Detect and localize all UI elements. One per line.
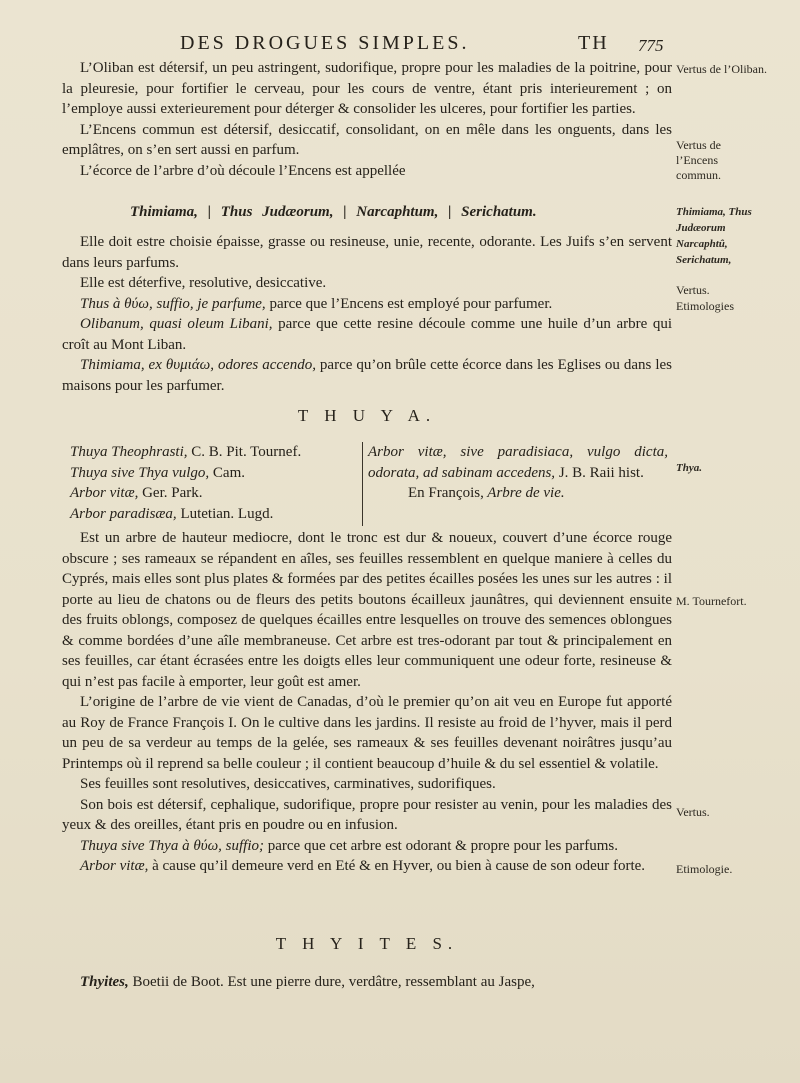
paragraph: L’Oliban est détersif, un peu astringent, sudorifique, propre pour les maladies de la poitrine, pour la pleuresie, pour fortifier le cerveau, pour les cours de ventre, étant pris interieurement ; on l’employe aussi exterieurement pour déterger & consolider les ulceres, pour fortifier les parties. [62,60,672,117]
paragraph: Elle doit estre choisie épaisse, grasse ou resineuse, unie, recente, odorante. Les Juifs s’en servent dans leurs parfums. [62,234,672,271]
etymology-term: Thus à θύω, suffio, je parfume, [80,295,266,312]
margin-names: Thimiama, Thus Judæorum Narcaphtû, Serichatum, [676,206,752,266]
paragraph [62,836,672,857]
synonym-source: C. B. Pit. Tournef. [187,444,302,460]
paragraph-text: parce que cet arbre est odorant & propre pour les parfums. [264,837,619,854]
section-heading-thyites: T H Y I T E S. [275,934,459,953]
margin-note-vertus-encens: Vertus de l’Encens commun. [676,138,721,182]
synonym-name: Arbor paradisæa, [70,505,177,522]
etymology-term: Thimiama, ex θυμιάω, odores accendo, [80,357,316,373]
synonym-source: En François, [408,485,484,501]
synonym-name: Arbor vitæ, sive paradisiaca, vulgo dicta, odorata, ad sabinam accedens, [368,444,668,481]
section-heading-thuya: T H U Y A. [297,406,437,425]
etymology-term: Arbor vitæ, [80,858,149,874]
paragraph [62,972,672,993]
oliban-block [62,58,672,181]
paragraph-text: à cause qu’il demeure verd en Eté & en Hyver, ou bien à cause de son odeur forte. [148,858,646,874]
synonym-row [70,463,360,484]
paragraph: Son bois est détersif, cephalique, sudorifique, propre pour resister au venin, pour les maladies des yeux & des oreilles, étant pris en poudre ou en infusion. [62,796,672,833]
synonym-source: Ger. Park. [138,485,203,501]
margin-note-vertus-oliban: Vertus de l’Oliban. [676,62,767,76]
paragraph: L’origine de l’arbre de vie vient de Canadas, d’où le premier qu’on ait veu en Europe fut apporté au Roy de France François I. On le cultive dans les jardins. Il resiste au froid de l’hyver, mais il perd un peu de sa verdeur au temps de la gelée, ses rameaux & ses feuilles devenant noirâtres jusqu’au Printemps où il reprend sa belle couleur ; il contient beaucoup d’huile & du sel essentiel & volatile. [62,694,672,772]
paragraph [62,294,672,315]
name-narcaphtum: | Narcaphtum, [343,204,439,220]
margin-thya: Thya. [676,462,702,474]
page-number: 775 [638,36,664,55]
etymology-term: Olibanum, quasi oleum Libani, [80,316,273,332]
synonym-name: Arbre de vie. [483,485,565,501]
synonyms-right [368,442,668,504]
thyites-block [62,972,672,993]
margin-note-vertus: Vertus. [676,283,710,297]
synonym-name: Thuya Theophrasti, [70,444,188,460]
thuya-block [62,528,672,877]
paragraph: L’écorce de l’arbre d’où découle l’Encens est appellée [80,162,406,179]
synonym-source: J. B. Raii hist. [555,464,644,481]
margin-note-vertus-2: Vertus. [676,805,710,819]
name-thus-judaeorum: | Thus Judæorum, [207,204,334,220]
paragraph [62,856,672,877]
paragraph-text: Boetii de Boot. Est une pierre dure, verdâtre, ressemblant au Jaspe, [128,974,535,990]
paragraph: Est un arbre de hauteur mediocre, dont le tronc est dur & noueux, couvert d’une écorce rouge obscure ; ses rameaux se répandent en aîles, ses feuilles ressemblent en quelque maniere à celles du Cyprés, mais elles sont plus plates & formées par des petites écailles posées les unes sur les autres : il porte au lieu de chatons ou de fleurs des petits boutons écailleux jaunâtres, qui deviennent ensuite des fruits oblongs, composez de quelques écailles entre lesquelles on trouve des semences oblongues & comme bordées d’une aîle membraneuse. Cet arbre est tres-odorant par tout & principalement en ses feuilles, car étant écrasées entre les doigts elles leur communiquent une odeur forte, resineuse & qui n’est pas facile à emporter, leur goût est amer. [62,530,672,690]
etymology-term: Thuya sive Thya à θύω, suffio; [80,837,264,854]
synonym-source: Cam. [209,464,245,481]
paragraph [62,355,672,396]
margin-note-thya [676,460,796,476]
synonym-row [368,483,668,504]
paragraph [62,314,672,355]
synonym-names-line [130,204,670,221]
running-letters: TH [578,32,609,54]
synonym-name: Arbor vitæ, [70,485,139,501]
running-title: DES DROGUES SIMPLES. [180,32,470,54]
paragraph-text: parce que l’Encens est employé pour parfumer. [265,295,553,312]
paragraph-text: parce qu’on brûle cette écorce dans les Eglises ou dans les maisons pour les parfumer. [62,357,672,394]
paragraph: Ses feuilles sont resolutives, desiccatives, carminatives, sudorifiques. [80,776,496,792]
synonyms-left [70,442,360,524]
running-header [0,32,800,56]
synonym-row [368,442,668,483]
column-divider [362,442,363,526]
encens-block [62,232,672,396]
margin-note-etimologie: Etimologie. [676,862,733,876]
paragraph-text: parce que cette resine découle comme une huile d’un arbre qui croît au Mont Liban. [62,316,672,353]
synonym-row [70,442,360,463]
margin-note-tournefort: M. Tournefort. [676,594,747,608]
synonym-name: Thuya sive Thya vulgo, [70,464,210,481]
name-thimiama: Thimiama, [130,204,198,220]
synonym-row [70,483,360,504]
name-serichatum: | Serichatum. [448,204,537,220]
synonym-source: Lutetian. Lugd. [176,505,274,522]
paragraph: Elle est déterfive, resolutive, desiccative. [80,275,327,291]
paragraph: L’Encens commun est détersif, desiccatif, consolidant, on en mêle dans les onguents, dans les emplâtres, on s’en sert aussi en parfum. [62,121,672,158]
synonym-row [70,504,360,525]
margin-note-names [676,204,754,268]
margin-note-etimologies: Etimologies [676,299,734,313]
entry-term: Thyites, [80,974,129,990]
